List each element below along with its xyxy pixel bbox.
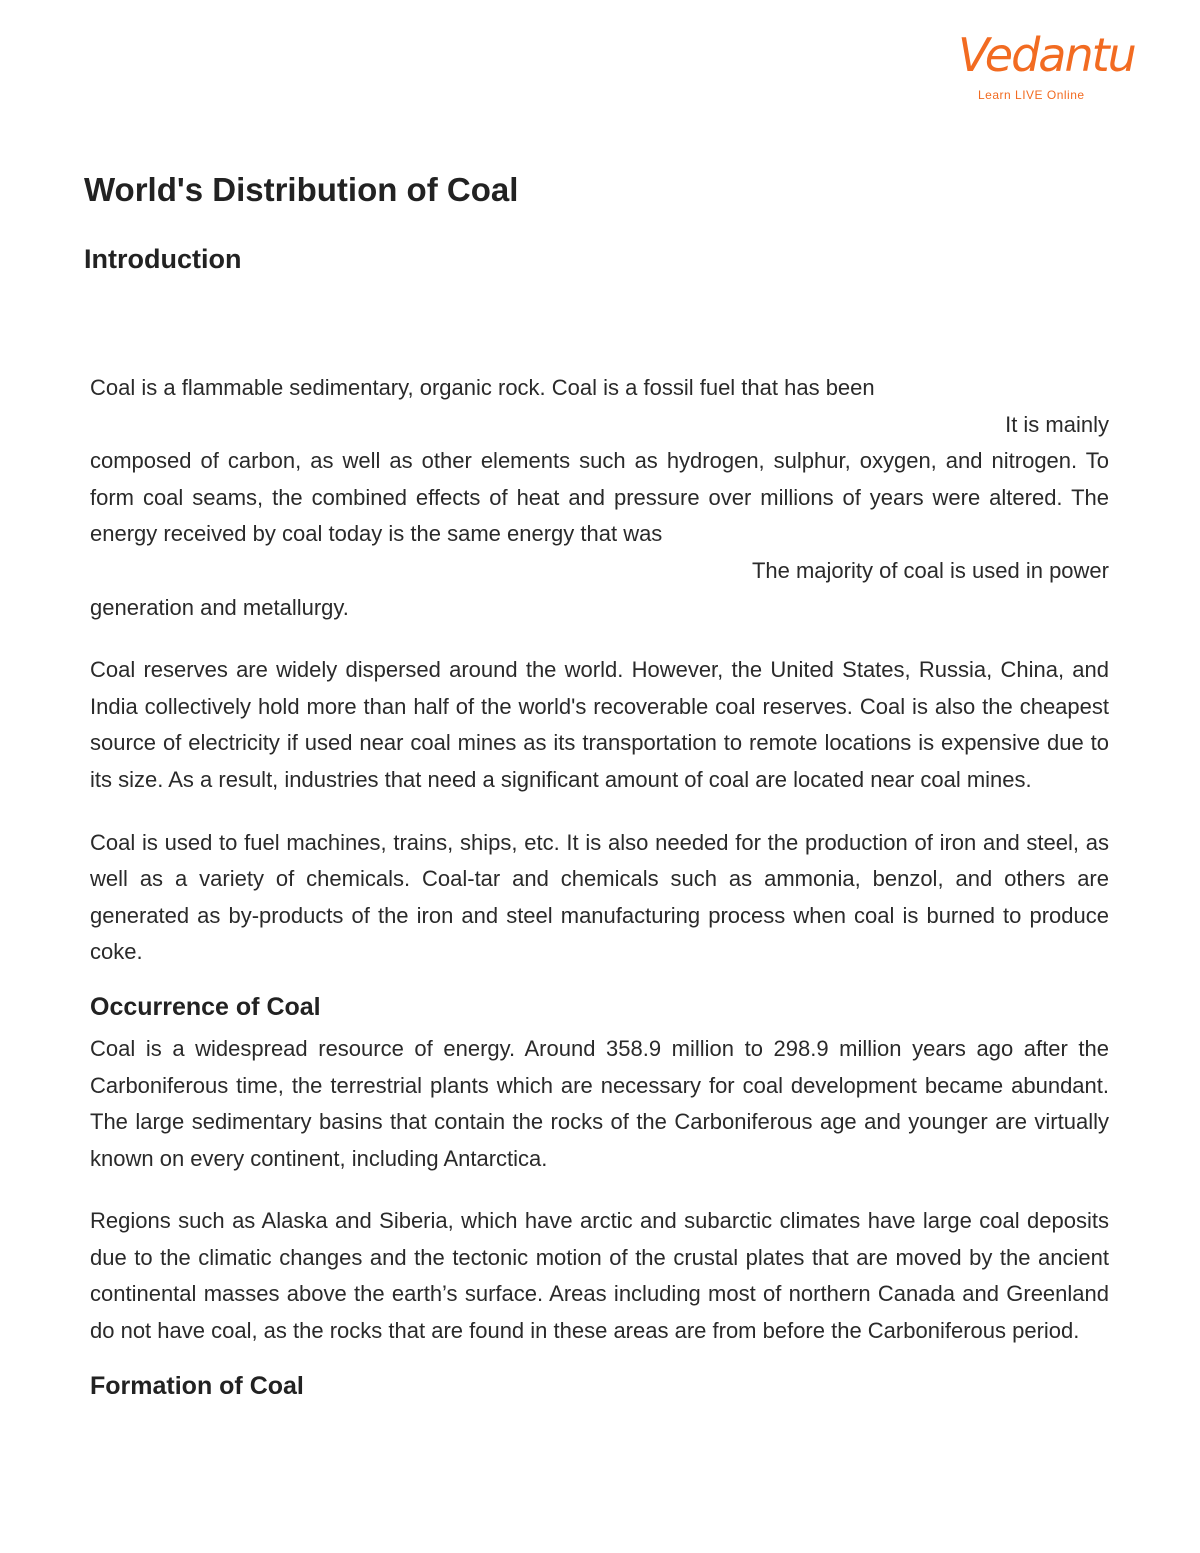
occurrence-heading: Occurrence of Coal bbox=[90, 992, 321, 1021]
document-body bbox=[90, 370, 1109, 1410]
paragraph-intro-line2: It is mainly bbox=[1005, 411, 1109, 437]
paragraph-reserves: Coal reserves are widely dispersed around the world. However, the United States, Russia, China, and India collectively hold more than half of the world's recoverable coal reserves. Coal is also the cheapest source of electricity if used near coal mines as its transportation to remote locations is expensive due to its size. As a result, industries that need a significant amount of coal are located near coal mines. bbox=[90, 657, 1109, 792]
paragraph-uses: Coal is used to fuel machines, trains, ships, etc. It is also needed for the production of iron and steel, as well as a variety of chemicals. Coal-tar and chemicals such as ammonia, benzol, and others are generated as by-products of the iron and steel manufacturing process when coal is burned to produce coke. bbox=[90, 829, 1109, 965]
formation-heading: Formation of Coal bbox=[90, 1371, 304, 1400]
paragraph-intro-line3: composed of carbon, as well as other elements such as hydrogen, sulphur, oxygen, and nitrogen. To form coal seams, the combined effects of heat and pressure over millions of years were altered. The energy received by coal today is the same energy that was bbox=[90, 448, 1109, 547]
logo-tagline: Learn LIVE Online bbox=[978, 88, 1085, 102]
vedantu-logo bbox=[958, 28, 1135, 102]
paragraph-intro-line1: Coal is a flammable sedimentary, organic rock. Coal is a fossil fuel that has been bbox=[90, 375, 875, 400]
page-title: World's Distribution of Coal bbox=[84, 171, 519, 208]
introduction-heading: Introduction bbox=[84, 244, 242, 274]
paragraph-intro-line5: generation and metallurgy. bbox=[90, 594, 349, 620]
logo-wordmark: Vedantu bbox=[958, 28, 1135, 82]
paragraph-occurrence: Coal is a widespread resource of energy. Around 358.9 million to 298.9 million years ago after the Carboniferous time, the terrestrial plants which are necessary for coal development became abundant. The large sedimentary basins that contain the rocks of the Carboniferous age and younger are virtually known on every continent, including Antarctica. bbox=[90, 1035, 1109, 1171]
paragraph-regions: Regions such as Alaska and Siberia, which have arctic and subarctic climates have large coal deposits due to the climatic changes and the tectonic motion of the crustal plates that are moved by the ancient continental masses above the earth’s surface. Areas including most of northern Canada and Greenland do not have coal, as the rocks that are found in these areas are from before the Carboniferous period. bbox=[90, 1208, 1109, 1344]
paragraph-intro-line4: The majority of coal is used in power bbox=[751, 557, 1109, 583]
paragraph-intro bbox=[90, 370, 1109, 626]
